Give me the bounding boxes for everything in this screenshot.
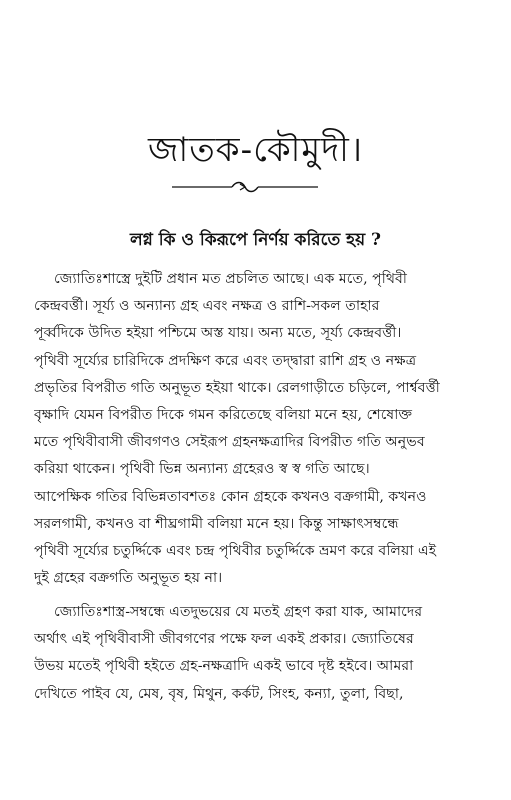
text-line: পৃথিবী সূর্য্যের চারিদিকে প্রদক্ষিণ করে এবং তদ্দ্বারা রাশি গ্রহ ও নক্ষত্র [34,352,417,369]
text-line: মতে পৃথিবীবাসী জীবগণও সেইরূপ গ্রহনক্ষত্রাদির বিপরীত গতি অনুভব [34,434,425,451]
text-line: অর্থাৎ এই পৃথিবীবাসী জীবগণের পক্ষে ফল একই প্রকার। জ্যোতিষের [34,631,414,648]
text-line: দুই গ্রহের বক্রগতি অনুভূত হয় না। [34,570,223,587]
text-line: কেন্দ্রবর্ত্তী। সূর্য্য ও অন্যান্য গ্রহ এবং নক্ষত্র ও রাশি-সকল তাহার [34,298,380,315]
text-line: জ্যোতিঃশাস্ত্র-সম্বন্ধে এতদুভয়ের যে মতই গ্রহণ করা যাক, আমাদের [54,604,423,620]
text-line: দেখিতে পাইব যে, মেষ, বৃষ, মিথুন, কর্কট, সিংহ, কন্যা, তুলা, বিছা, [34,685,404,702]
text-line: জ্যোতিঃশাস্ত্রে দুইটি প্রধান মত প্রচলিত আছে। এক মতে, পৃথিবী [54,271,407,287]
text-line: প্রভৃতির বিপরীত গতি অনুভূত হইয়া থাকে। রেলগাড়ীতে চড়িলে, পার্শ্ববর্ত্তী [34,379,440,396]
text-line: বৃক্ষাদি যেমন বিপরীত দিকে গমন করিতেছে বলিয়া মনে হয়, শেষোক্ত [34,406,413,423]
text-line: সরলগামী, কখনও বা শীঘ্রগামী বলিয়া মনে হয়। কিন্তু সাক্ষাৎসম্বন্ধে [34,515,399,532]
page-title: জাতক-কৌমুদী। [148,130,363,170]
text-line: পৃথিবী সূর্য্যের চতুর্দ্দিকে এবং চন্দ্র পৃথিবীর চতুর্দ্দিকে ভ্রমণ করে বলিয়া এই [34,542,437,559]
paragraph-2 [34,599,477,708]
section-heading: লগ্ন কি ও কিরূপে নির্ণয় করিতে হয় ? [130,230,381,250]
ornament-divider [170,178,320,196]
text-line: পূর্ব্বদিকে উদিত হইয়া পশ্চিমে অস্ত যায়। অন্য মতে, সূর্য্য কেন্দ্রবর্ত্তী। [34,325,402,342]
paragraph-1 [34,266,477,592]
text-line: উভয় মতেই পৃথিবী হইতে গ্রহ-নক্ষত্রাদি একই ভাবে দৃষ্ট হইবে। আমরা [34,658,414,675]
text-line: আপেক্ষিক গতির বিভিন্নতাবশতঃ কোন গ্রহকে কখনও বক্রগামী, কখনও [34,488,427,505]
text-line: করিয়া থাকেন। পৃথিবী ভিন্ন অন্যান্য গ্রহেরও স্ব স্ব গতি আছে। [34,461,370,478]
